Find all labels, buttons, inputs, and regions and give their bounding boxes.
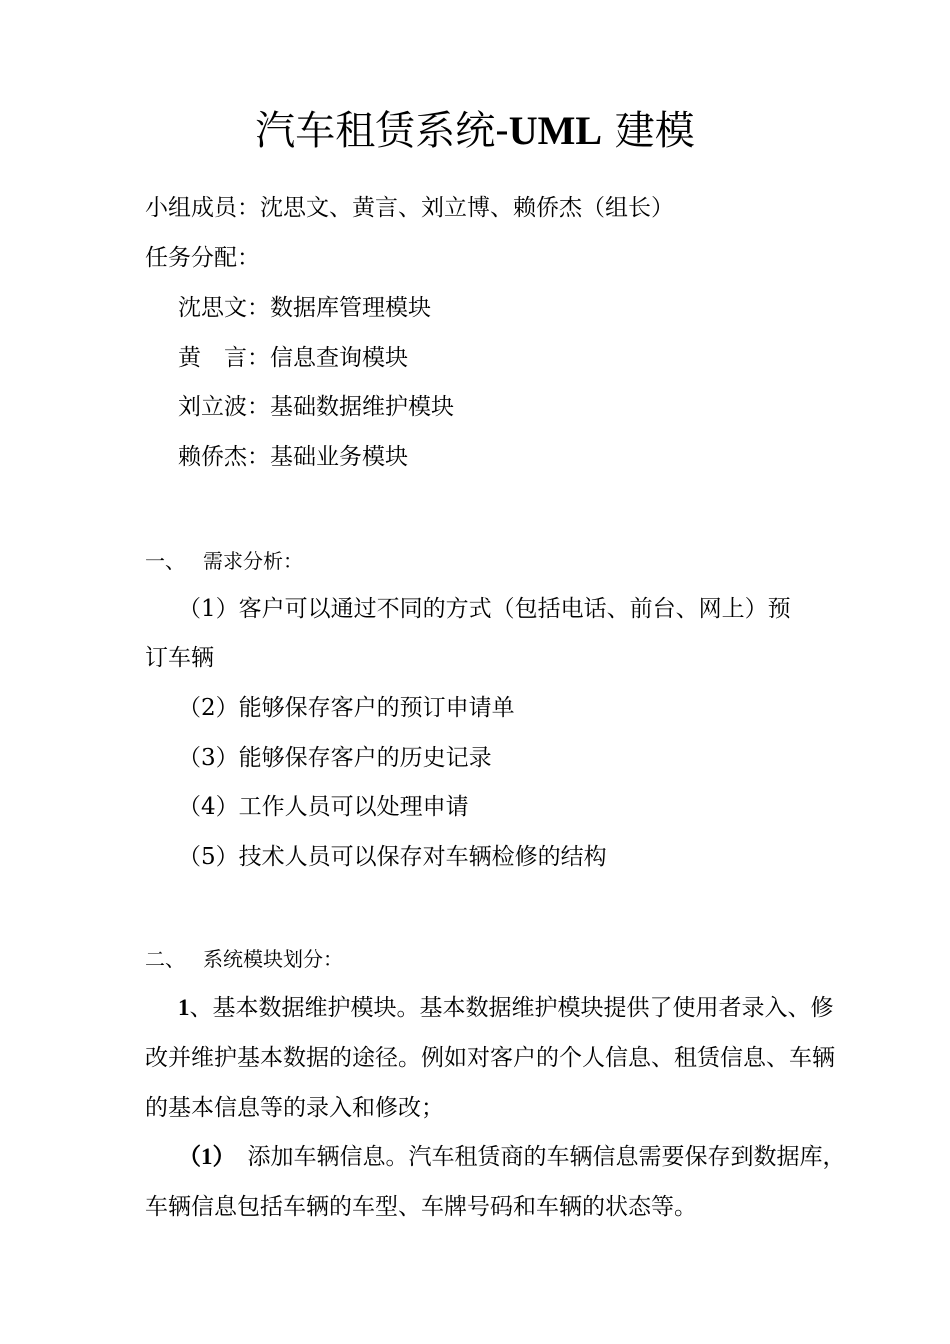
section-title: 系统模块划分： (203, 947, 343, 971)
group-members: 小组成员：沈思文、黄言、刘立博、赖侨杰（组长） (145, 195, 674, 221)
section-heading-requirements (145, 546, 303, 576)
module-paragraph-line: 改并维护基本数据的途径。例如对客户的个人信息、租赁信息、车辆 (145, 1045, 835, 1071)
requirement-item: （1）客户可以通过不同的方式（包括电话、前台、网上）预 (178, 596, 791, 622)
document-title (0, 105, 950, 157)
item-paragraph-line: 车辆信息包括车辆的车型、车牌号码和车辆的状态等。 (145, 1194, 697, 1220)
title-suffix: 建模 (602, 108, 695, 154)
requirement-item: （4）工作人员可以处理申请 (178, 794, 469, 820)
module-number: 1 (178, 995, 190, 1020)
assignment-item: 刘立波：基础数据维护模块 (178, 394, 454, 420)
requirement-item-continuation: 订车辆 (145, 645, 214, 671)
module-paragraph-line: 的基本信息等的录入和修改； (145, 1095, 444, 1121)
assignment-item: 赖侨杰：基础业务模块 (178, 444, 408, 470)
item-text: 添加车辆信息。汽车租赁商的车辆信息需要保存到数据库， (247, 1144, 846, 1170)
module-text: 、基本数据维护模块。基本数据维护模块提供了使用者录入、修 (189, 995, 834, 1021)
section-number: 一、 (145, 549, 185, 573)
task-assignment-label: 任务分配： (145, 245, 260, 271)
item-number: （1） (178, 1144, 236, 1169)
title-prefix: 汽车租赁系统- (255, 108, 509, 154)
section-heading-modules (145, 944, 343, 974)
item-paragraph-line (178, 1142, 846, 1172)
assignment-item: 沈思文：数据库管理模块 (178, 295, 431, 321)
section-title: 需求分析： (203, 549, 303, 573)
assignment-item: 黄 言：信息查询模块 (178, 345, 408, 371)
module-paragraph-line (178, 993, 834, 1023)
section-number: 二、 (145, 947, 185, 971)
requirement-item: （2）能够保存客户的预订申请单 (178, 695, 515, 721)
requirement-item: （3）能够保存客户的历史记录 (178, 745, 492, 771)
requirement-item: （5）技术人员可以保存对车辆检修的结构 (178, 844, 607, 870)
title-uml: UML (508, 108, 603, 153)
